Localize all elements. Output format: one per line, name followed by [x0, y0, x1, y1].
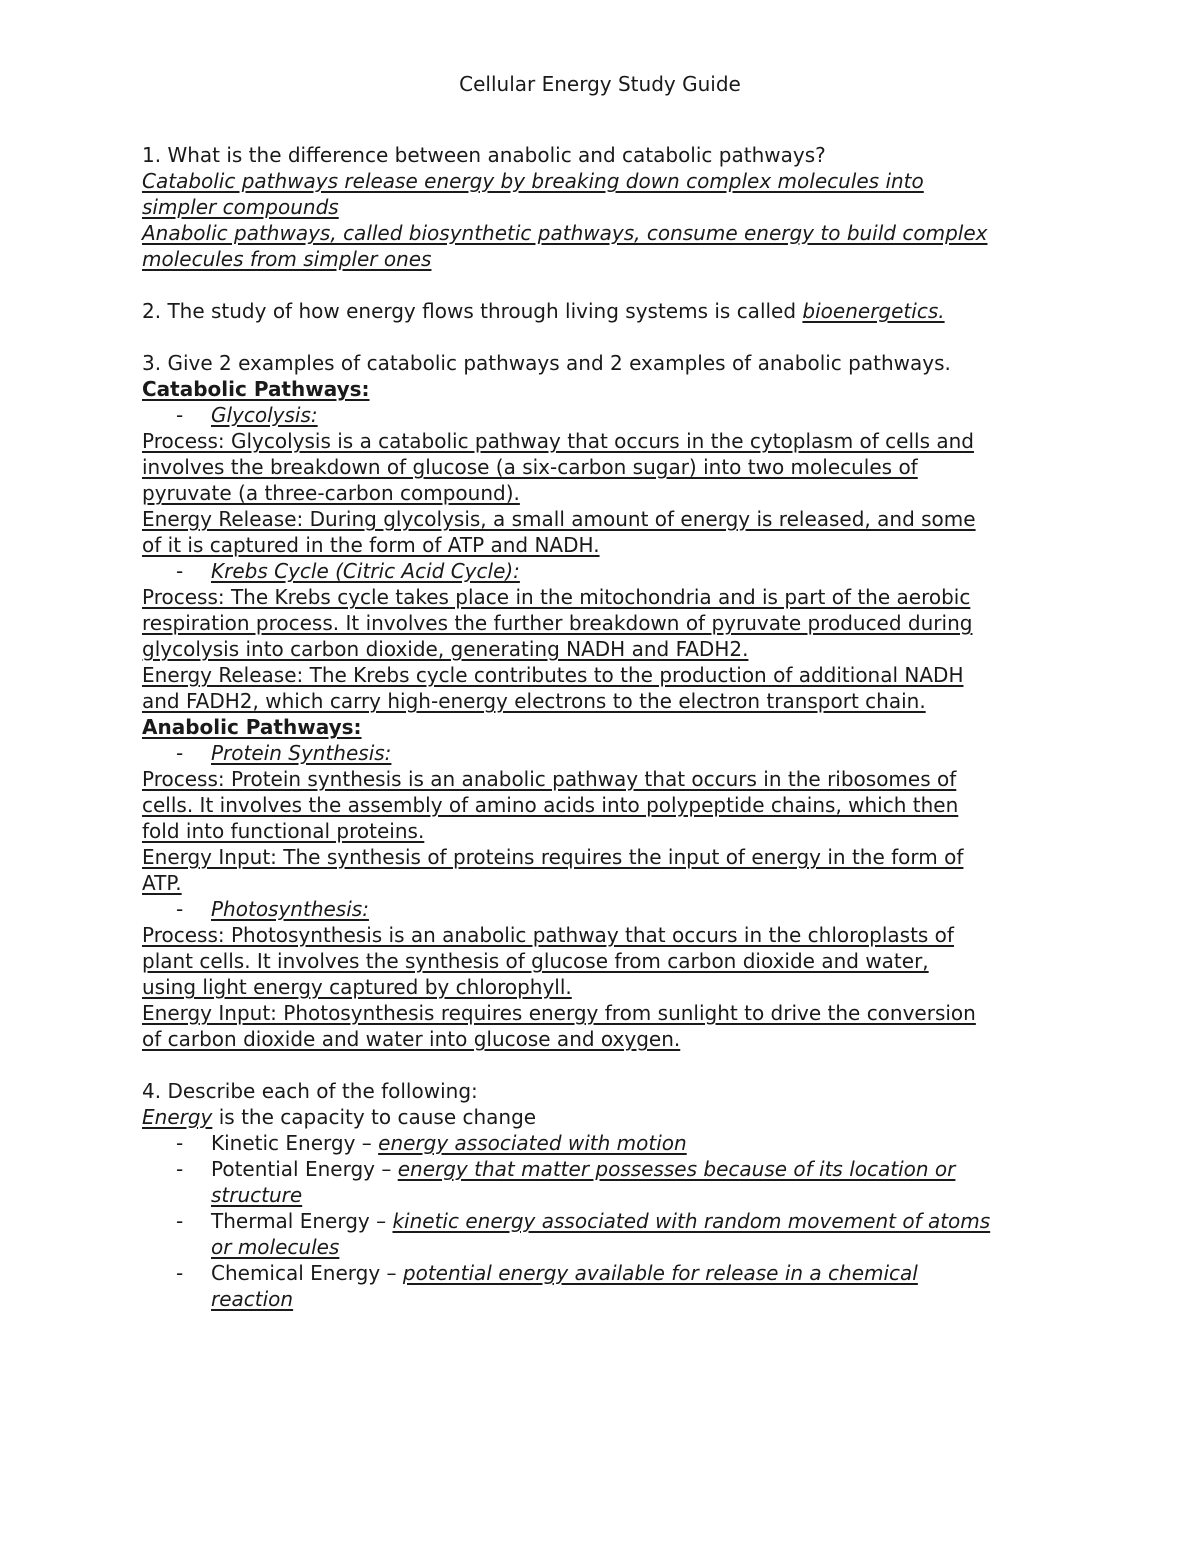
krebs-text-line: respiration process. It involves the further breakdown of pyruvate produced during — [142, 611, 973, 635]
q1-answer-line: Anabolic pathways, called biosynthetic pathways, consume energy to build complex — [142, 221, 988, 245]
energy-term: Energy — [142, 1105, 213, 1129]
q1-answer-line: simpler compounds — [142, 195, 339, 219]
potential-definition-cont: structure — [211, 1183, 303, 1207]
q2-prefix: 2. The study of how energy flows through living systems is called — [142, 299, 803, 323]
potential-definition: energy that matter possesses because of its location or — [397, 1157, 956, 1181]
document-title: Cellular Energy Study Guide — [459, 72, 741, 96]
kinetic-energy-item — [142, 1130, 1082, 1156]
chemical-energy-item — [142, 1260, 1082, 1312]
question-2 — [142, 298, 1082, 324]
glycolysis-text-line: pyruvate (a three-carbon compound). — [142, 481, 520, 505]
q1-answer-line: molecules from simpler ones — [142, 247, 432, 271]
bullet-dash: - — [176, 1261, 184, 1285]
q2-answer: bioenergetics. — [802, 299, 945, 323]
question-1: 1. What is the difference between anabolic and catabolic pathways? — [142, 143, 826, 167]
potential-energy-item — [142, 1156, 1082, 1208]
krebs-text-line: Process: The Krebs cycle takes place in the mitochondria and is part of the aerobic — [142, 585, 971, 609]
krebs-text-line: and FADH2, which carry high-energy electrons to the electron transport chain. — [142, 689, 926, 713]
catabolic-heading: Catabolic Pathways: — [142, 377, 370, 401]
thermal-energy-item — [142, 1208, 1082, 1260]
glycolysis-title: Glycolysis: — [211, 403, 318, 427]
glycolysis-text-line: Process: Glycolysis is a catabolic pathway that occurs in the cytoplasm of cells and — [142, 429, 974, 453]
thermal-term: Thermal Energy – — [211, 1209, 393, 1233]
protein-text-line: fold into functional proteins. — [142, 819, 425, 843]
photosynthesis-title: Photosynthesis: — [211, 897, 369, 921]
energy-definition — [142, 1104, 1082, 1130]
anabolic-heading: Anabolic Pathways: — [142, 715, 362, 739]
protein-text-line: cells. It involves the assembly of amino acids into polypeptide chains, which then — [142, 793, 959, 817]
krebs-text-line: Energy Release: The Krebs cycle contributes to the production of additional NADH — [142, 663, 964, 687]
question-4: 4. Describe each of the following: — [142, 1079, 478, 1103]
bullet-dash: - — [176, 1209, 184, 1233]
kinetic-term: Kinetic Energy – — [211, 1131, 379, 1155]
glycolysis-text-line: Energy Release: During glycolysis, a small amount of energy is released, and some — [142, 507, 976, 531]
chemical-definition-cont: reaction — [211, 1287, 294, 1311]
thermal-definition-cont: or molecules — [211, 1235, 340, 1259]
thermal-definition: kinetic energy associated with random movement of atoms — [392, 1209, 991, 1233]
krebs-text-line: glycolysis into carbon dioxide, generating NADH and FADH2. — [142, 637, 749, 661]
bullet-dash: - — [176, 1131, 184, 1155]
bullet-dash: - — [176, 897, 184, 921]
energy-def: is the capacity to cause change — [212, 1105, 537, 1129]
q1-answer-line: Catabolic pathways release energy by breaking down complex molecules into — [142, 169, 924, 193]
photosynthesis-item — [142, 896, 1082, 922]
glycolysis-text-line: involves the breakdown of glucose (a six-carbon sugar) into two molecules of — [142, 455, 918, 479]
bullet-dash: - — [176, 403, 184, 427]
protein-text-line: Energy Input: The synthesis of proteins requires the input of energy in the form of — [142, 845, 964, 869]
kinetic-definition: energy associated with motion — [378, 1131, 687, 1155]
glycolysis-text-line: of it is captured in the form of ATP and NADH. — [142, 533, 600, 557]
protein-text-line: ATP. — [142, 871, 182, 895]
chemical-term: Chemical Energy – — [211, 1261, 403, 1285]
chemical-definition: potential energy available for release in a chemical — [402, 1261, 918, 1285]
document-body — [142, 142, 1082, 1312]
protein-text-line: Process: Protein synthesis is an anabolic pathway that occurs in the ribosomes of — [142, 767, 957, 791]
photosynthesis-text-line: of carbon dioxide and water into glucose and oxygen. — [142, 1027, 681, 1051]
bullet-dash: - — [176, 559, 184, 583]
photosynthesis-text-line: using light energy captured by chlorophyll. — [142, 975, 572, 999]
glycolysis-item — [142, 402, 1082, 428]
bullet-dash: - — [176, 1157, 184, 1181]
photosynthesis-text-line: plant cells. It involves the synthesis of glucose from carbon dioxide and water, — [142, 949, 929, 973]
question-3: 3. Give 2 examples of catabolic pathways and 2 examples of anabolic pathways. — [142, 351, 951, 375]
krebs-title: Krebs Cycle (Citric Acid Cycle): — [211, 559, 520, 583]
krebs-item — [142, 558, 1082, 584]
protein-synthesis-title: Protein Synthesis: — [211, 741, 392, 765]
potential-term: Potential Energy – — [211, 1157, 398, 1181]
protein-synthesis-item — [142, 740, 1082, 766]
bullet-dash: - — [176, 741, 184, 765]
photosynthesis-text-line: Process: Photosynthesis is an anabolic pathway that occurs in the chloroplasts of — [142, 923, 954, 947]
photosynthesis-text-line: Energy Input: Photosynthesis requires energy from sunlight to drive the conversion — [142, 1001, 976, 1025]
